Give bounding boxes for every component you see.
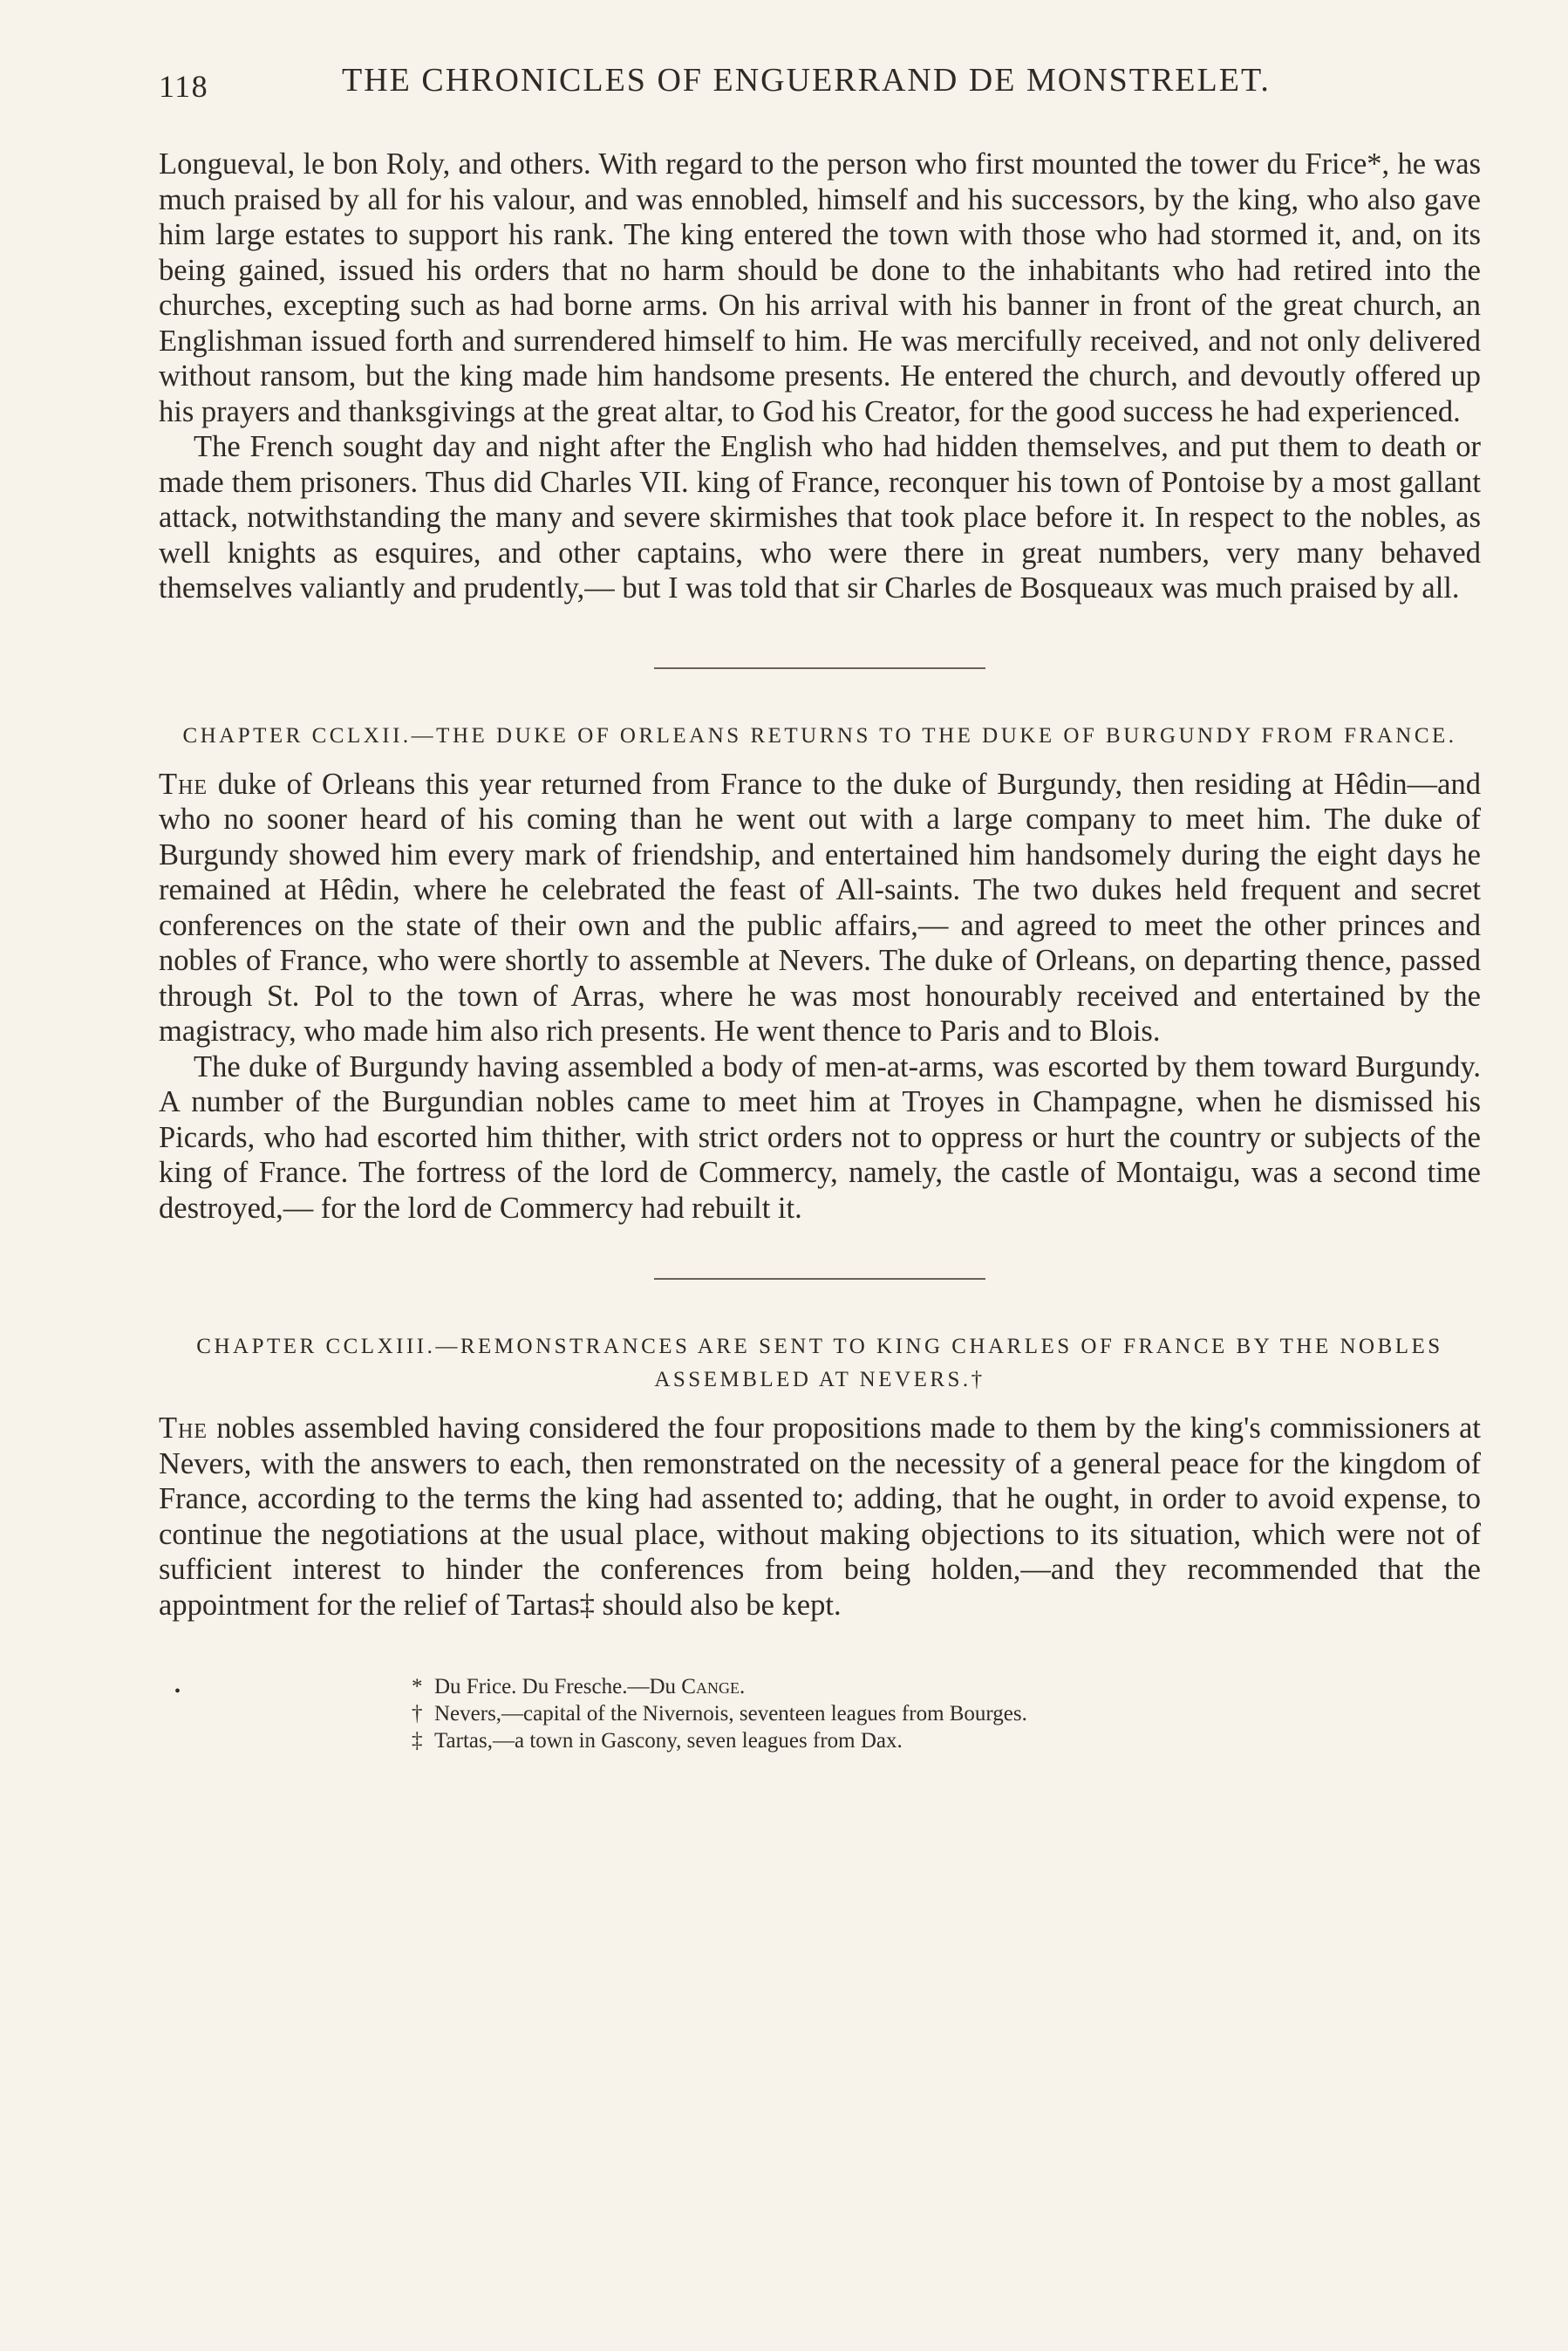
footnote-mark: † [412, 1702, 423, 1726]
footnote-mark: * [412, 1675, 423, 1698]
footnote [412, 1727, 1481, 1754]
chapter-263 [159, 1330, 1481, 1623]
paragraph: The French sought day and night after the English who had hidden themselves, and put them to death or made them prisoners. Thus did Charles VII. king of France, reconquer his town of Pontoise by a most gallant attack, notwithstanding the many and severe skirmishes that took place before it. In respect to the nobles, as well knights as esquires, and other captains, who were there in great numbers, very many behaved themselves valiantly and prudently,— but I was told that sir Charles de Bosqueaux was much praised by all. [159, 430, 1481, 605]
footnotes [159, 1673, 1481, 1754]
chapter-heading: CHAPTER CCLXII.—THE DUKE OF ORLEANS RETURNS TO THE DUKE OF BURGUNDY FROM FRANCE. [182, 723, 1457, 748]
paragraph [159, 1411, 1481, 1623]
footnote [412, 1700, 1481, 1727]
paragraph [159, 767, 1481, 1049]
footnote-text: Nevers,—capital of the Nivernois, seventeen leagues from Bourges. [434, 1702, 1027, 1726]
page-number: 118 [159, 69, 209, 104]
paragraph-text: duke of Orleans this year returned from France to the duke of Burgundy, then residing at Hêdin—and who no sooner heard of his coming than he went out with a large company to meet him. The duke of Burgundy showed him every mark of friendship, and entertained him handsomely during the eight days he remained at Hêdin, where he celebrated the feast of All-saints. The two dukes held frequent and secret conferences on the state of their own and the public affairs,— and agreed to meet the other princes and nobles of France, who were shortly to assemble at Nevers. The duke of Orleans, on departing thence, passed through St. Pol to the town of Arras, where he was most honourably received and entertained by the magistracy, who made him also rich presents. He went thence to Paris and to Blois. [159, 767, 1481, 1048]
opening-word: The [159, 767, 208, 801]
footnote [412, 1673, 1481, 1700]
opening-word: The [159, 1411, 208, 1445]
running-header [159, 61, 1481, 113]
paragraph-text: nobles assembled having considered the four propositions made to them by the king's commissioners at Nevers, with the answers to each, then remonstrated on the necessity of a general peace for the kingdom of France, according to the terms the king had assented to; adding, that he ought, in order to avoid expense, to continue the negotiations at the usual place, without making objections to its situation, which were not of sufficient interest to hinder the conferences from being holden,—and they recommended that the appointment for the relief of Tartas‡ should also be kept. [159, 1411, 1481, 1622]
footnote-source: Cange. [681, 1675, 746, 1698]
chapter-heading: CHAPTER CCLXIII.—REMONSTRANCES ARE SENT TO KING CHARLES OF FRANCE BY THE NOBLES ASSEMBLED AT NEVERS.† [196, 1335, 1443, 1391]
chapter-262 [159, 720, 1481, 1227]
paragraph: The duke of Burgundy having assembled a body of men-at-arms, was escorted by them toward Burgundy. A number of the Burgundian nobles came to meet him at Troyes in Champagne, when he dismissed his Picards, who had escorted him thither, with strict orders not to oppress or hurt the country or subjects of the king of France. The fortress of the lord de Commercy, namely, the castle of Montaigu, was a second time destroyed,— for the lord de Commercy had rebuilt it. [159, 1049, 1481, 1225]
footnote-text: Du Frice. Du Fresche.—Du [434, 1675, 682, 1698]
paragraph: Longueval, le bon Roly, and others. With regard to the person who first mounted the tower du Frice*, he was much praised by all for his valour, and was ennobled, himself and his successors, by the king, who also gave him large estates to support his rank. The king entered the town with those who had stormed it, and, on its being gained, issued his orders that no harm should be done to the inhabitants who had retired into the churches, excepting such as had borne arms. On his arrival with his banner in front of the great church, an Englishman issued forth and surrendered himself to him. He was mercifully received, and not only delivered without ransom, but the king made him handsome presents. He entered the church, and devoutly offered up his prayers and thanksgivings at the great altar, to God his Creator, for the good success he had experienced. [159, 147, 1481, 428]
book-page [159, 61, 1481, 1754]
section-continuation [159, 147, 1481, 606]
footnote-mark: ‡ [412, 1729, 423, 1753]
section-divider [654, 1278, 985, 1280]
footnote-text: Tartas,—a town in Gascony, seven leagues from Dax. [434, 1729, 903, 1753]
footnote-bullet: • [174, 1682, 181, 1701]
section-divider [654, 667, 985, 669]
running-title: THE CHRONICLES OF ENGUERRAND DE MONSTRELET. [342, 62, 1271, 99]
